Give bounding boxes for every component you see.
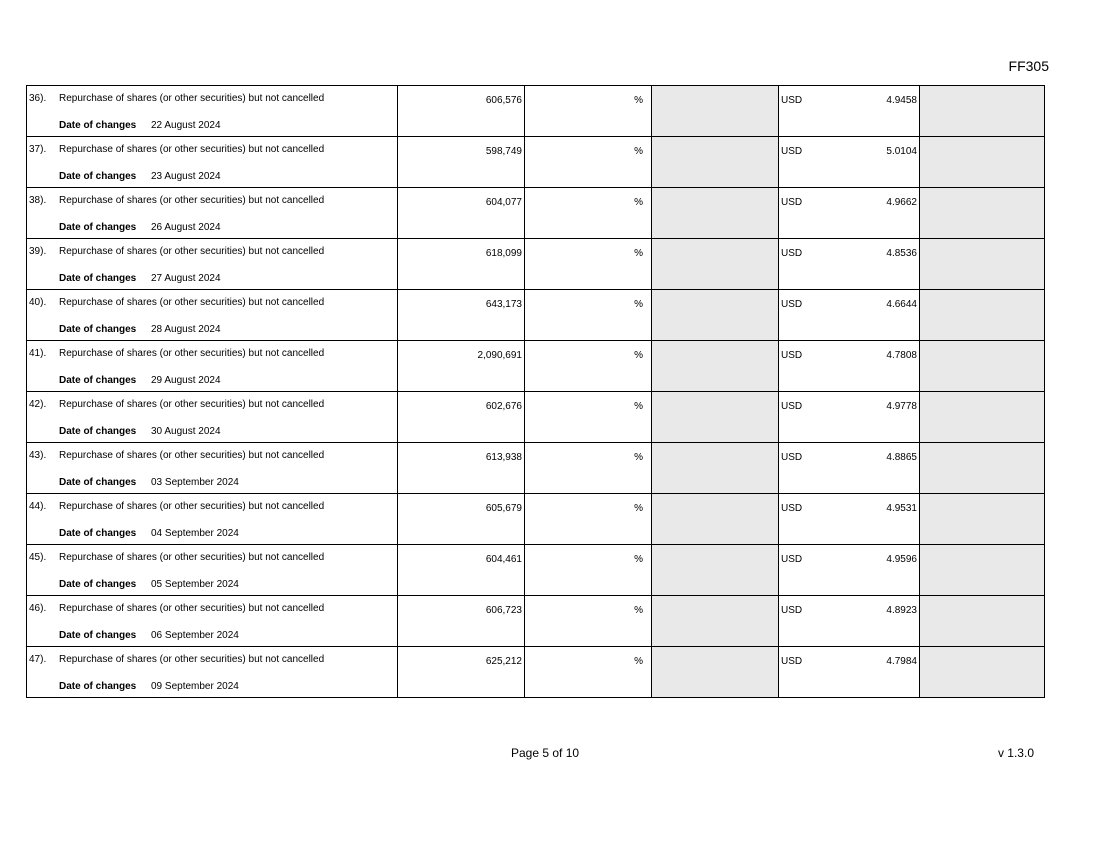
row-description: Repurchase of shares (or other securities) but not cancelled: [59, 195, 325, 206]
description-cell: [27, 647, 398, 698]
percent-sign: %: [634, 197, 643, 208]
row-number: 46).: [29, 603, 47, 614]
price-cell: [779, 290, 920, 341]
percent-sign: %: [634, 503, 643, 514]
currency-code: USD: [781, 248, 803, 259]
currency-code: USD: [781, 503, 803, 514]
price-value: 4.6644: [886, 299, 917, 310]
percent-sign: %: [634, 452, 643, 463]
currency-code: USD: [781, 299, 803, 310]
row-description: Repurchase of shares (or other securities) but not cancelled: [59, 144, 325, 155]
row-description: Repurchase of shares (or other securities) but not cancelled: [59, 246, 325, 257]
row-number: 37).: [29, 144, 47, 155]
row-description: Repurchase of shares (or other securities) but not cancelled: [59, 399, 325, 410]
date-label: Date of changes: [59, 579, 137, 590]
price-value: 4.7984: [886, 656, 917, 667]
description-cell: [27, 341, 398, 392]
shares-value: 643,173: [485, 299, 522, 310]
repurchase-table: [26, 85, 1045, 698]
shares-value: 625,212: [485, 656, 522, 667]
date-value: 27 August 2024: [151, 273, 221, 284]
date-label: Date of changes: [59, 426, 137, 437]
shaded-cell: [652, 341, 779, 392]
shaded-end-cell: [920, 392, 1045, 443]
percent-sign: %: [634, 299, 643, 310]
shaded-cell: [652, 647, 779, 698]
version-label: v 1.3.0: [997, 746, 1034, 760]
date-label: Date of changes: [59, 324, 137, 335]
shaded-end-cell: [920, 443, 1045, 494]
row-description: Repurchase of shares (or other securities) but not cancelled: [59, 603, 325, 614]
shaded-end-cell: [920, 647, 1045, 698]
percent-cell: [525, 545, 652, 596]
price-value: 4.7808: [886, 350, 917, 361]
row-number: 42).: [29, 399, 47, 410]
shaded-cell: [652, 290, 779, 341]
shares-value: 613,938: [485, 452, 522, 463]
row-number: 44).: [29, 501, 47, 512]
description-cell: [27, 596, 398, 647]
table-row: [27, 392, 1045, 443]
shares-cell: [398, 647, 525, 698]
row-description: Repurchase of shares (or other securities) but not cancelled: [59, 450, 325, 461]
percent-sign: %: [634, 554, 643, 565]
price-value: 4.9458: [886, 95, 917, 106]
price-cell: [779, 494, 920, 545]
shares-cell: [398, 494, 525, 545]
price-value: 5.0104: [886, 146, 917, 157]
percent-cell: [525, 443, 652, 494]
currency-code: USD: [781, 401, 803, 412]
price-cell: [779, 545, 920, 596]
percent-sign: %: [634, 95, 643, 106]
shares-value: 598,749: [485, 146, 522, 157]
date-label: Date of changes: [59, 477, 137, 488]
table-row: [27, 290, 1045, 341]
row-description: Repurchase of shares (or other securities) but not cancelled: [59, 501, 325, 512]
date-value: 22 August 2024: [151, 120, 221, 131]
date-label: Date of changes: [59, 222, 137, 233]
row-description: Repurchase of shares (or other securities) but not cancelled: [59, 297, 325, 308]
shaded-cell: [652, 188, 779, 239]
price-value: 4.8865: [886, 452, 917, 463]
page-number: Page 5 of 10: [511, 746, 580, 760]
shares-cell: [398, 137, 525, 188]
shares-cell: [398, 545, 525, 596]
row-number: 43).: [29, 450, 47, 461]
price-cell: [779, 86, 920, 137]
percent-sign: %: [634, 350, 643, 361]
table-row: [27, 188, 1045, 239]
description-cell: [27, 443, 398, 494]
date-value: 04 September 2024: [151, 528, 239, 539]
percent-sign: %: [634, 146, 643, 157]
price-cell: [779, 188, 920, 239]
date-label: Date of changes: [59, 375, 137, 386]
price-cell: [779, 341, 920, 392]
date-value: 09 September 2024: [151, 681, 239, 692]
date-value: 26 August 2024: [151, 222, 221, 233]
currency-code: USD: [781, 146, 803, 157]
shares-cell: [398, 239, 525, 290]
shaded-end-cell: [920, 494, 1045, 545]
table-row: [27, 545, 1045, 596]
description-cell: [27, 137, 398, 188]
date-label: Date of changes: [59, 681, 137, 692]
description-cell: [27, 494, 398, 545]
price-value: 4.9596: [886, 554, 917, 565]
description-cell: [27, 290, 398, 341]
percent-cell: [525, 239, 652, 290]
date-value: 05 September 2024: [151, 579, 239, 590]
currency-code: USD: [781, 95, 803, 106]
date-value: 23 August 2024: [151, 171, 221, 182]
shaded-cell: [652, 86, 779, 137]
shares-value: 604,077: [485, 197, 522, 208]
currency-code: USD: [781, 452, 803, 463]
shares-value: 618,099: [485, 248, 522, 259]
date-value: 28 August 2024: [151, 324, 221, 335]
shares-value: 606,723: [485, 605, 522, 616]
shaded-end-cell: [920, 290, 1045, 341]
row-number: 36).: [29, 93, 47, 104]
currency-code: USD: [781, 656, 803, 667]
shaded-end-cell: [920, 137, 1045, 188]
date-value: 29 August 2024: [151, 375, 221, 386]
shares-cell: [398, 188, 525, 239]
percent-cell: [525, 392, 652, 443]
shaded-cell: [652, 239, 779, 290]
currency-code: USD: [781, 350, 803, 361]
percent-sign: %: [634, 656, 643, 667]
percent-cell: [525, 596, 652, 647]
row-number: 47).: [29, 654, 47, 665]
shares-value: 2,090,691: [477, 350, 522, 361]
shares-value: 602,676: [485, 401, 522, 412]
table-row: [27, 596, 1045, 647]
form-code: FF305: [1008, 58, 1049, 74]
date-label: Date of changes: [59, 120, 137, 131]
percent-cell: [525, 290, 652, 341]
shares-value: 606,576: [485, 95, 522, 106]
table-row: [27, 443, 1045, 494]
currency-code: USD: [781, 197, 803, 208]
shaded-end-cell: [920, 86, 1045, 137]
price-value: 4.9662: [886, 197, 917, 208]
percent-sign: %: [634, 605, 643, 616]
shares-cell: [398, 443, 525, 494]
description-cell: [27, 545, 398, 596]
currency-code: USD: [781, 605, 803, 616]
row-description: Repurchase of shares (or other securities) but not cancelled: [59, 552, 325, 563]
date-label: Date of changes: [59, 171, 137, 182]
shaded-cell: [652, 596, 779, 647]
table-body: [27, 86, 1045, 698]
shares-cell: [398, 596, 525, 647]
price-cell: [779, 443, 920, 494]
shaded-end-cell: [920, 188, 1045, 239]
price-cell: [779, 596, 920, 647]
shares-cell: [398, 86, 525, 137]
price-value: 4.8536: [886, 248, 917, 259]
shares-cell: [398, 290, 525, 341]
price-cell: [779, 392, 920, 443]
shaded-cell: [652, 137, 779, 188]
shaded-cell: [652, 494, 779, 545]
row-number: 40).: [29, 297, 47, 308]
table-row: [27, 137, 1045, 188]
description-cell: [27, 239, 398, 290]
row-description: Repurchase of shares (or other securities) but not cancelled: [59, 654, 325, 665]
percent-cell: [525, 341, 652, 392]
date-value: 06 September 2024: [151, 630, 239, 641]
row-description: Repurchase of shares (or other securities) but not cancelled: [59, 93, 325, 104]
table-row: [27, 494, 1045, 545]
shaded-cell: [652, 443, 779, 494]
price-cell: [779, 647, 920, 698]
shares-value: 605,679: [485, 503, 522, 514]
table-row: [27, 647, 1045, 698]
price-value: 4.9531: [886, 503, 917, 514]
date-label: Date of changes: [59, 273, 137, 284]
percent-cell: [525, 188, 652, 239]
percent-cell: [525, 647, 652, 698]
shares-value: 604,461: [485, 554, 522, 565]
date-label: Date of changes: [59, 630, 137, 641]
table-row: [27, 341, 1045, 392]
row-description: Repurchase of shares (or other securities) but not cancelled: [59, 348, 325, 359]
percent-sign: %: [634, 401, 643, 412]
table-row: [27, 239, 1045, 290]
shares-cell: [398, 341, 525, 392]
row-number: 41).: [29, 348, 47, 359]
shaded-end-cell: [920, 596, 1045, 647]
currency-code: USD: [781, 554, 803, 565]
row-number: 45).: [29, 552, 47, 563]
description-cell: [27, 392, 398, 443]
shaded-end-cell: [920, 341, 1045, 392]
percent-cell: [525, 494, 652, 545]
shaded-end-cell: [920, 239, 1045, 290]
description-cell: [27, 188, 398, 239]
date-value: 03 September 2024: [151, 477, 239, 488]
percent-cell: [525, 137, 652, 188]
row-number: 38).: [29, 195, 47, 206]
price-cell: [779, 239, 920, 290]
percent-cell: [525, 86, 652, 137]
percent-sign: %: [634, 248, 643, 259]
price-value: 4.9778: [886, 401, 917, 412]
shaded-end-cell: [920, 545, 1045, 596]
table-row: [27, 86, 1045, 137]
shaded-cell: [652, 392, 779, 443]
shares-cell: [398, 392, 525, 443]
date-value: 30 August 2024: [151, 426, 221, 437]
row-number: 39).: [29, 246, 47, 257]
price-value: 4.8923: [886, 605, 917, 616]
date-label: Date of changes: [59, 528, 137, 539]
shaded-cell: [652, 545, 779, 596]
price-cell: [779, 137, 920, 188]
description-cell: [27, 86, 398, 137]
